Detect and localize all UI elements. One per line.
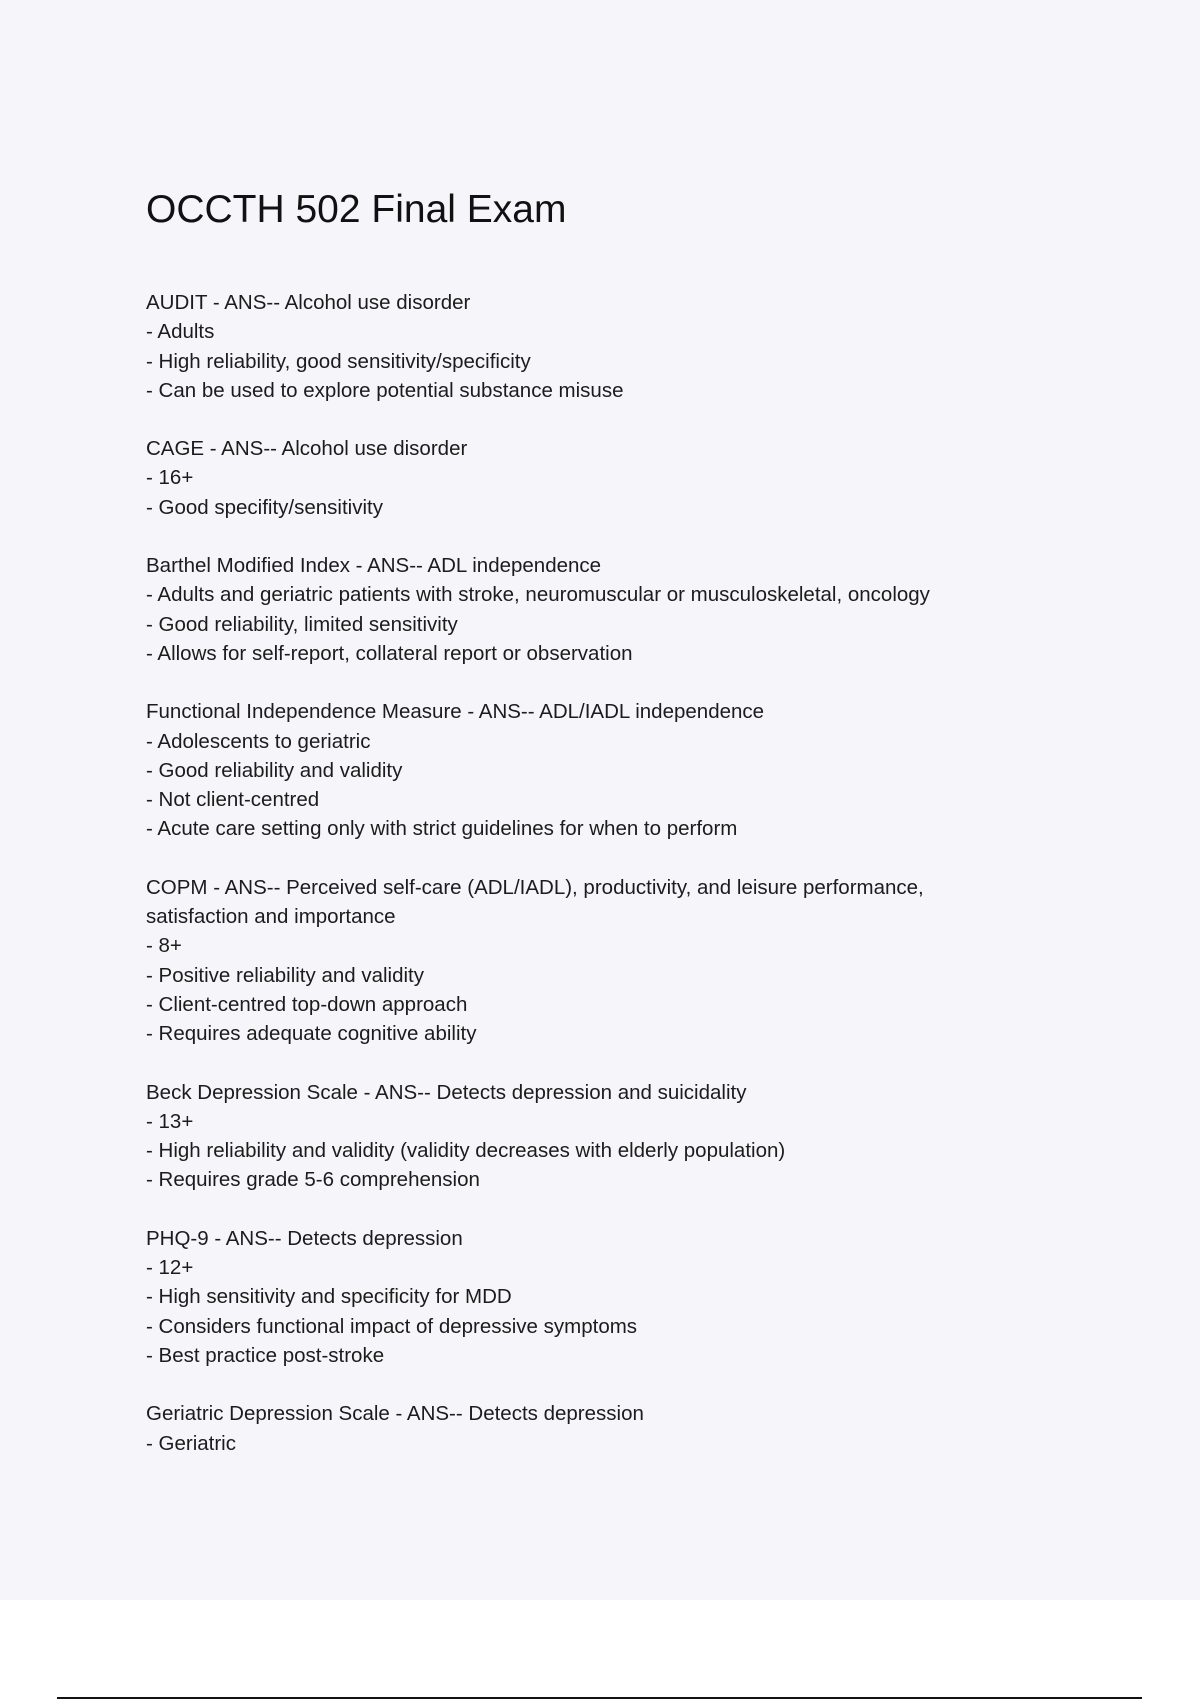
entry-audit <box>146 288 1046 405</box>
document-title: OCCTH 502 Final Exam <box>146 188 567 231</box>
entry-detail: - Allows for self-report, collateral report or observation <box>146 641 633 665</box>
entry-detail: - Adults and geriatric patients with stroke, neuromuscular or musculoskeletal, oncology <box>146 583 930 607</box>
entry-detail: - Geriatric <box>146 1431 236 1455</box>
entry-detail: - Adolescents to geriatric <box>146 729 371 753</box>
entry-heading: COPM - ANS-- Perceived self-care (ADL/IADL), productivity, and leisure performance, <box>146 875 924 899</box>
entry-detail: - High reliability and validity (validity decreases with elderly population) <box>146 1139 786 1163</box>
entry-phq9 <box>146 1224 1046 1370</box>
entry-detail: - Considers functional impact of depressive symptoms <box>146 1314 638 1338</box>
entry-detail: - Requires adequate cognitive ability <box>146 1022 477 1046</box>
entry-detail: - Good specifity/sensitivity <box>146 495 383 519</box>
entry-heading: Barthel Modified Index - ANS-- ADL independence <box>146 554 602 578</box>
entry-cage <box>146 434 1046 522</box>
entry-heading: Functional Independence Measure - ANS-- ADL/IADL independence <box>146 700 765 724</box>
entry-detail: - Client-centred top-down approach <box>146 992 468 1016</box>
entry-detail: - 8+ <box>146 934 182 958</box>
entry-detail: - Best practice post-stroke <box>146 1343 385 1367</box>
entry-detail: - Requires grade 5-6 comprehension <box>146 1168 480 1192</box>
entry-heading: Beck Depression Scale - ANS-- Detects depression and suicidality <box>146 1080 747 1104</box>
entry-detail: - Can be used to explore potential substance misuse <box>146 378 624 402</box>
entry-detail: - Good reliability, limited sensitivity <box>146 612 458 636</box>
entry-gds <box>146 1399 1046 1458</box>
entry-detail: - Not client-centred <box>146 788 320 812</box>
entry-detail: - 16+ <box>146 466 194 490</box>
entry-detail: - 13+ <box>146 1109 194 1133</box>
entry-heading: Geriatric Depression Scale - ANS-- Detects depression <box>146 1402 644 1426</box>
entry-barthel <box>146 551 1046 668</box>
entry-heading-continued: satisfaction and importance <box>146 905 396 929</box>
entry-heading: PHQ-9 - ANS-- Detects depression <box>146 1226 463 1250</box>
entry-beck <box>146 1078 1046 1195</box>
document-content <box>146 180 1046 1487</box>
entry-heading: AUDIT - ANS-- Alcohol use disorder <box>146 291 471 314</box>
entry-heading: CAGE - ANS-- Alcohol use disorder <box>146 437 468 461</box>
entry-detail: - High sensitivity and specificity for MDD <box>146 1285 512 1309</box>
entry-detail: - 12+ <box>146 1256 194 1280</box>
entry-detail: - Positive reliability and validity <box>146 963 425 987</box>
entry-fim <box>146 697 1046 843</box>
entry-detail: - Good reliability and validity <box>146 758 403 782</box>
entry-copm <box>146 873 1046 1049</box>
entry-detail: - Adults <box>146 320 215 344</box>
footer-divider <box>57 1697 1142 1699</box>
entry-detail: - Acute care setting only with strict guidelines for when to perform <box>146 817 738 841</box>
entry-detail: - High reliability, good sensitivity/specificity <box>146 349 531 373</box>
